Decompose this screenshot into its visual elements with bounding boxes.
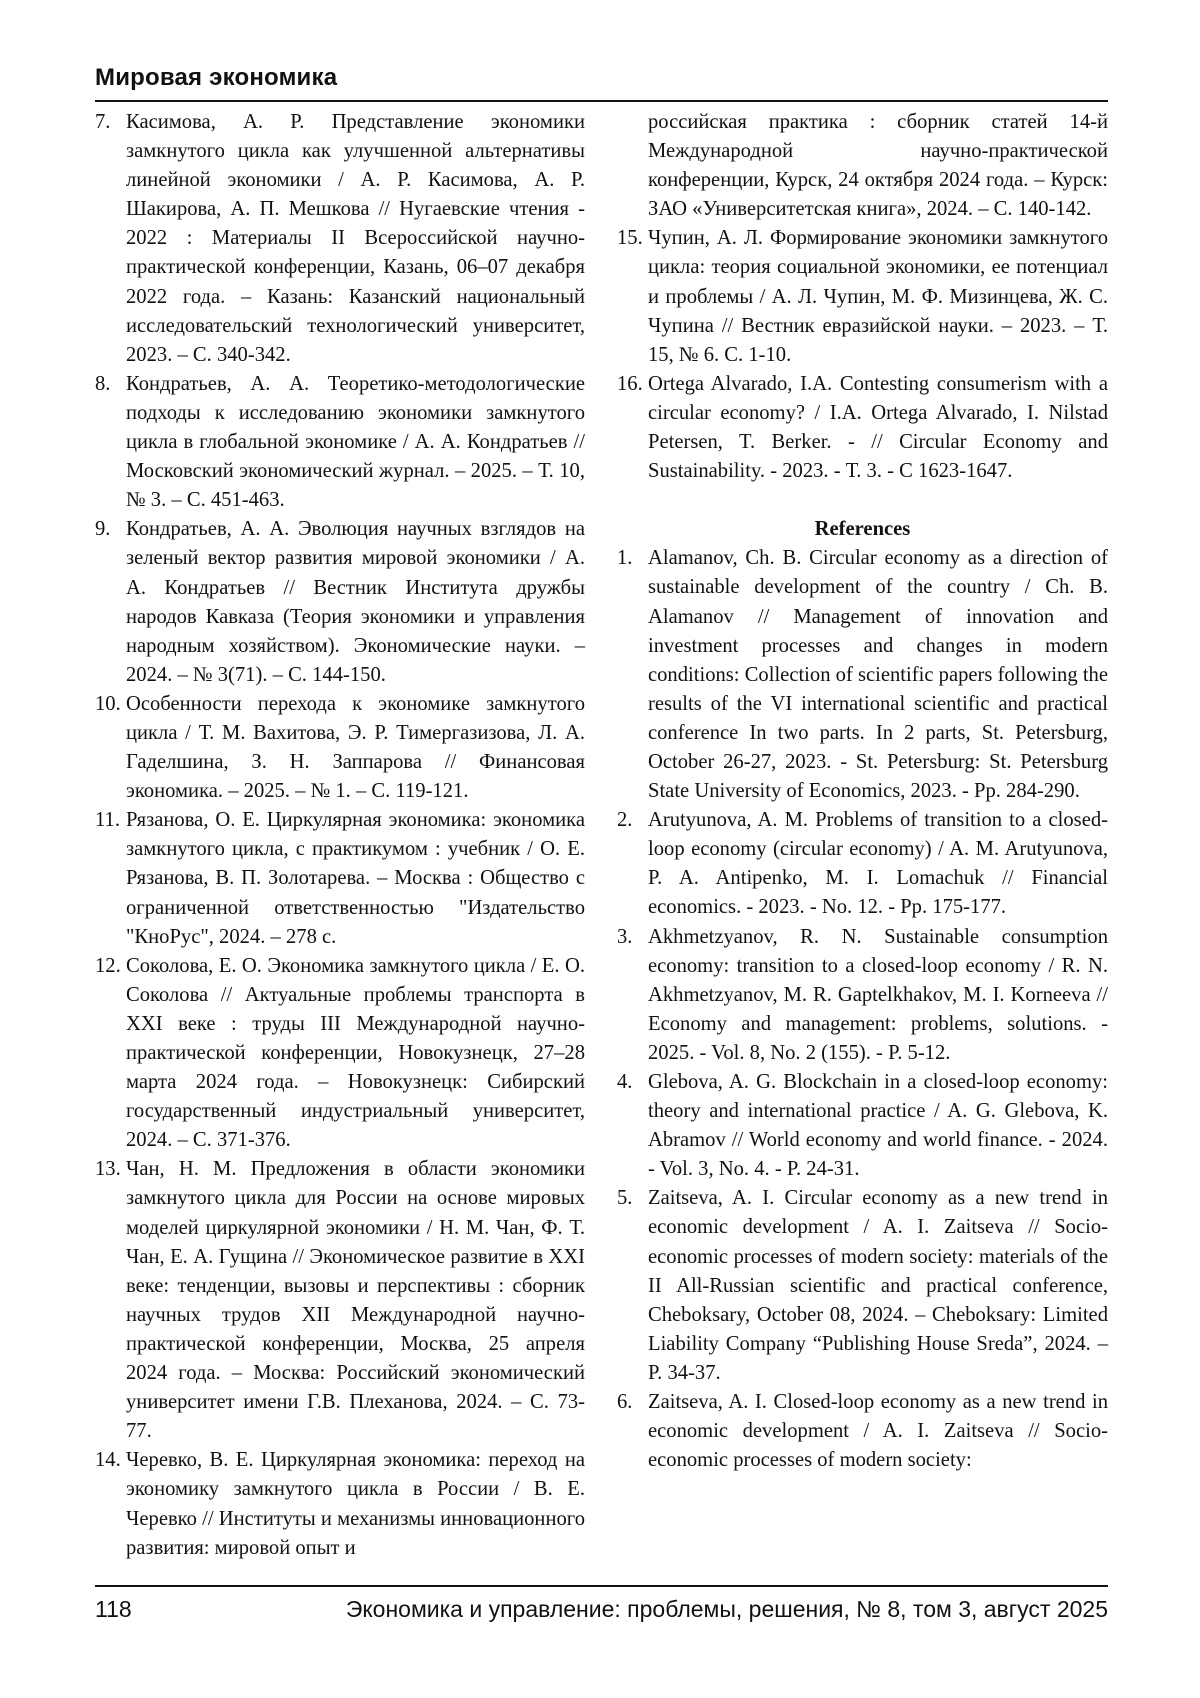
reference-item bbox=[95, 1155, 585, 1446]
running-header-title: Мировая экономика bbox=[95, 64, 338, 91]
reference-item bbox=[617, 544, 1108, 806]
reference-text: Alamanov, Ch. B. Circular economy as a direction of sustainable development of the country / Ch. B. Alamanov // Management of innovation and investment processes and changes in modern conditions: Collection of scientific papers following the results of the VI international scientific and practical conference In two parts. In 2 parts, St. Petersburg, October 26-27, 2023. - St. Petersburg: St. Petersburg State University of Economics, 2023. - Pp. 284-290. bbox=[648, 547, 1108, 803]
reference-number: 13. bbox=[95, 1158, 121, 1181]
reference-number: 11. bbox=[95, 809, 120, 832]
reference-continuation bbox=[617, 108, 1108, 224]
reference-text: Касимова, А. Р. Представление экономики замкнутого цикла как улучшенной альтернативы линейной экономики / А. Р. Касимова, А. Р. Шакирова, А. П. Мешкова // Нугаевские чтения - 2022 : Материалы II Всероссийской научно-практической конференции, Казань, 06–07 декабря 2022 года. – Казань: Казанский национальный исследовательский технологический университет, 2023. – С. 340-342. bbox=[126, 111, 585, 366]
reference-item bbox=[617, 224, 1108, 369]
reference-text: Glebova, A. G. Blockchain in a closed-loop economy: theory and international practice / A. G. Glebova, K. Abramov // World economy and world finance. - 2024. - Vol. 3, No. 4. - P. 24-31. bbox=[648, 1071, 1108, 1181]
reference-number: 4. bbox=[617, 1071, 633, 1093]
reference-text: Черевко, В. Е. Циркулярная экономика: переход на экономику замкнутого цикла в России / В. Е. Черевко // Институты и механизмы инновационного развития: мировой опыт и bbox=[126, 1449, 585, 1559]
reference-text: российская практика : сборник статей 14-й Международной научно-практической конференции, Курск, 24 октября 2024 года. – Курск: ЗАО «Университетская книга», 2024. – С. 140-142. bbox=[648, 111, 1108, 221]
reference-text: Zaitseva, A. I. Closed-loop economy as a new trend in economic development / A. I. Zaitseva // Socio-economic processes of modern society: bbox=[648, 1391, 1108, 1472]
reference-text: Akhmetzyanov, R. N. Sustainable consumption economy: transition to a closed-loop economy / R. N. Akhmetzyanov, M. R. Gaptelkhakov, M. I. Korneeva // Economy and management: problems, solutions. - 2025. - Vol. 8, No. 2 (155). - P. 5-12. bbox=[648, 925, 1108, 1064]
reference-text: Arutyunova, A. M. Problems of transition to a closed-loop economy (circular economy) / A. M. Arutyunova, P. A. Antipenko, M. I. Lomachuk // Financial economics. - 2023. - No. 12. - Pp. 175-177. bbox=[648, 809, 1108, 919]
reference-item bbox=[617, 806, 1108, 922]
references-heading: References bbox=[814, 518, 911, 541]
reference-number: 10. bbox=[95, 692, 121, 715]
reference-text: Ortega Alvarado, I.A. Contesting consumerism with a circular economy? / I.A. Ortega Alvarado, I. Nilstad Petersen, T. Berker. - // Circular Economy and Sustainability. - 2023. - Т. 3. - С 1623-1647. bbox=[648, 372, 1108, 483]
reference-item bbox=[617, 1068, 1108, 1184]
reference-text: Рязанова, О. Е. Циркулярная экономика: экономика замкнутого цикла, с практикумом : учебник / О. Е. Рязанова, В. П. Золотарева. – Москва : Общество с ограниченной ответственностью "Издательство "КноРус", 2024. – 278 с. bbox=[126, 809, 585, 948]
reference-text: Кондратьев, А. А. Эволюция научных взглядов на зеленый вектор развития мировой экономики / А. А. Кондратьев // Вестник Института дружбы народов Кавказа (Теория экономики и управления народным хозяйством). Экономические науки. – 2024. – № 3(71). – С. 144-150. bbox=[126, 518, 585, 686]
reference-text: Чупин, А. Л. Формирование экономики замкнутого цикла: теория социальной экономики, ее потенциал и проблемы / А. Л. Чупин, М. Ф. Мизинцева, Ж. С. Чупина // Вестник евразийской науки. – 2023. – Т. 15, № 6. С. 1-10. bbox=[648, 227, 1108, 366]
reference-number: 7. bbox=[95, 111, 111, 133]
reference-item bbox=[95, 108, 585, 370]
reference-item bbox=[617, 370, 1108, 486]
reference-number: 9. bbox=[95, 518, 111, 541]
page-number: 118 bbox=[95, 1596, 132, 1622]
reference-item bbox=[95, 952, 585, 1156]
reference-item bbox=[617, 923, 1108, 1068]
footer-rule bbox=[95, 1585, 1108, 1587]
reference-number: 15. bbox=[617, 227, 643, 250]
left-column bbox=[95, 108, 585, 1563]
reference-number: 2. bbox=[617, 809, 633, 832]
reference-number: 3. bbox=[617, 925, 633, 948]
reference-text: Zaitseva, A. I. Circular economy as a new trend in economic development / A. I. Zaitseva // Socio-economic processes of modern society: materials of the II All-Russian scientific and practical conference, Cheboksary, October 08, 2024. – Cheboksary: Limited Liability Company “Publishing House Sreda”, 2024. – P. 34-37. bbox=[648, 1187, 1108, 1384]
reference-item bbox=[95, 370, 585, 515]
reference-text: Особенности перехода к экономике замкнутого цикла / Т. М. Вахитова, Э. Р. Тимергазизова, Л. А. Гаделшина, З. Н. Заппарова // Финансовая экономика. – 2025. – № 1. – С. 119-121. bbox=[126, 692, 585, 803]
reference-item bbox=[95, 515, 585, 690]
reference-text: Кондратьев, А. А. Теоретико-методологические подходы к исследованию экономики замкнутого цикла в глобальной экономике / А. А. Кондратьев // Московский экономический журнал. – 2025. – Т. 10, № 3. – С. 451-463. bbox=[126, 372, 585, 512]
reference-text: Соколова, Е. О. Экономика замкнутого цикла / Е. О. Соколова // Актуальные проблемы транспорта в XXI веке : труды III Международной научно-практической конференции, Новокузнецк, 27–28 марта 2024 года. – Новокузнецк: Сибирский государственный индустриальный университет, 2024. – С. 371-376. bbox=[126, 954, 585, 1152]
journal-title: Экономика и управление: проблемы, решения, № 8, том 3, август 2025 bbox=[345, 1596, 1108, 1622]
reference-item bbox=[95, 1446, 585, 1562]
reference-item bbox=[95, 690, 585, 806]
reference-number: 8. bbox=[95, 372, 111, 395]
reference-item bbox=[95, 806, 585, 951]
right-column bbox=[617, 108, 1108, 1475]
reference-number: 1. bbox=[617, 547, 633, 570]
reference-number: 6. bbox=[617, 1391, 633, 1414]
reference-number: 14. bbox=[95, 1449, 121, 1472]
reference-number: 16. bbox=[617, 372, 643, 395]
reference-item bbox=[617, 1184, 1108, 1388]
reference-number: 12. bbox=[95, 954, 121, 977]
reference-item bbox=[617, 1388, 1108, 1475]
header-rule bbox=[95, 100, 1108, 102]
reference-number: 5. bbox=[617, 1187, 633, 1210]
reference-text: Чан, Н. М. Предложения в области экономики замкнутого цикла для России на основе мировых моделей циркулярной экономики / Н. М. Чан, Ф. Т. Чан, Е. А. Гущина // Экономическое развитие в XXI веке: тенденции, вызовы и перспективы : сборник научных трудов XII Международной научно-практической конференции, Москва, 25 апреля 2024 года. – Москва: Российский экономический университет имени Г.В. Плеханова, 2024. – С. 73-77. bbox=[126, 1158, 585, 1443]
